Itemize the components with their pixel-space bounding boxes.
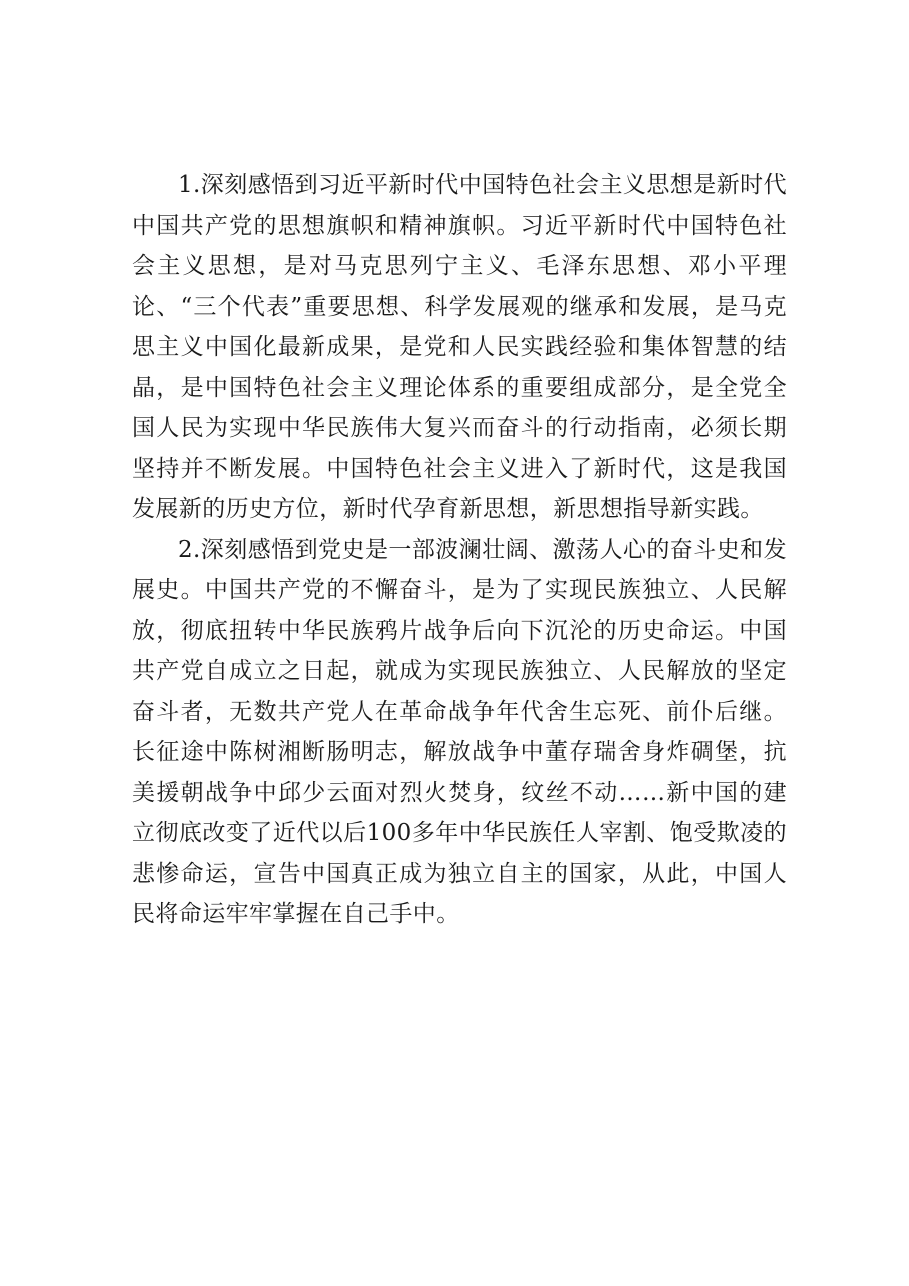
paragraph-1: 1.深刻感悟到习近平新时代中国特色社会主义思想是新时代中国共产党的思想旗帜和精神旗帜。习近平新时代中国特色社会主义思想，是对马克思列宁主义、毛泽东思想、邓小平理论、“三个代表”重要思想、科学发展观的继承和发展，是马克思主义中国化最新成果，是党和人民实践经验和集体智慧的结晶，是中国特色社会主义理论体系的重要组成部分，是全党全国人民为实现中华民族伟大复兴而奋斗的行动指南，必须长期坚持并不断发展。中国特色社会主义进入了新时代，这是我国发展新的历史方位，新时代孕育新思想，新思想指导新实践。: [132, 172, 787, 522]
document-body: [132, 165, 787, 935]
paragraph-2: 2.深刻感悟到党史是一部波澜壮阔、激荡人心的奋斗史和发展史。中国共产党的不懈奋斗，是为了实现民族独立、人民解放，彻底扭转中华民族鸦片战争后向下沉沦的历史命运。中国共产党自成立之日起，就成为实现民族独立、人民解放的坚定奋斗者，无数共产党人在革命战争年代舍生忘死、前仆后继。长征途中陈树湘断肠明志，解放战争中董存瑞舍身炸碉堡，抗美援朝战争中邱少云面对烈火焚身，纹丝不动……新中国的建立彻底改变了近代以后100多年中华民族任人宰割、饱受欺凌的悲惨命运，宣告中国真正成为独立自主的国家，从此，中国人民将命运牢牢掌握在自己手中。: [132, 536, 787, 927]
